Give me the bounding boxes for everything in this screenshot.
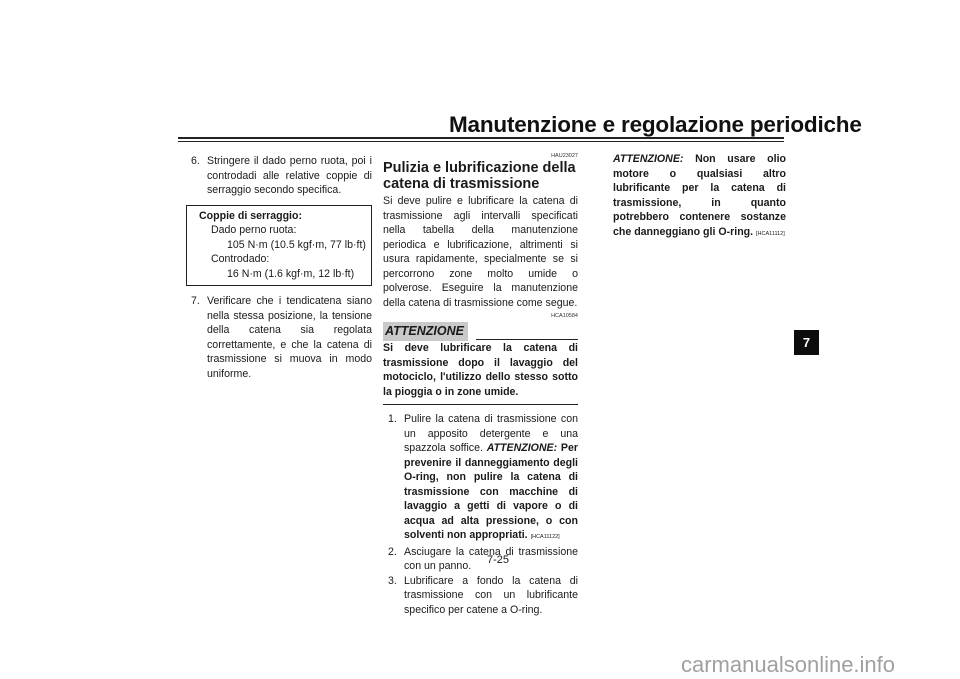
spec-label: Coppie di serraggio: xyxy=(199,209,303,222)
spec-item-name: Controdado: xyxy=(211,253,270,265)
warning-text: Non usare olio motore o qualsiasi altro lubrificante per la catena di trasmissione, in quanto potrebbero contenere sostanze che danneggiano gli O-ring. xyxy=(613,153,787,238)
section-intro: Si deve pulire e lubrificare la catena di trasmissione agli intervalli specificati nella tabella della manutenzione periodica e lubrificazione, altrimenti si usura rapidamente, specialmente se si percorrono zone molto umide o polverose. Eseguire la manutenzione della catena di trasmissione come segue. xyxy=(383,195,578,309)
warning-label: ATTENZIONE: xyxy=(613,153,684,165)
spec-item-value: 105 N·m (10.5 kgf·m, 77 lb·ft) xyxy=(227,238,366,251)
caution-code: HCA10584 xyxy=(551,313,578,319)
step-number: 3. xyxy=(388,574,397,587)
spec-item-name: Dado perno ruota: xyxy=(211,224,297,236)
step-number: 6. xyxy=(191,155,200,167)
step-number: 2. xyxy=(388,545,397,558)
caution-rule xyxy=(476,339,578,340)
step-1 xyxy=(383,412,578,545)
reference-code: [HCA11112] xyxy=(756,230,785,237)
step-6 xyxy=(186,154,372,198)
step-2 xyxy=(383,545,578,574)
step-text: Stringere il dado perno ruota, poi i controdadi alle relative coppie di serraggio secondo specifica. xyxy=(207,155,372,196)
middle-column xyxy=(383,152,578,617)
torque-spec-box xyxy=(186,205,372,287)
step-number: 7. xyxy=(191,295,200,307)
step-text: Verificare che i tendicatena siano nella stessa posizione, la tensione della catena sia regolata correttamente, e che la catena di trasmissione si muova in modo uniforme. xyxy=(207,295,372,380)
step-3 xyxy=(383,574,578,618)
step-text: Pulire la catena di trasmissione con un apposito detergente e una spazzola soffice. xyxy=(404,413,578,454)
warning-text: Per prevenire il danneggiamento degli O-ring, non pulire la catena di trasmissione con macchine di lavaggio a getti di vapore o di acqua ad alta pressione, o con solventi non appropriati. xyxy=(404,442,578,541)
chapter-tab[interactable]: 7 xyxy=(794,330,819,355)
spec-item-value: 16 N·m (1.6 kgf·m, 12 lb·ft) xyxy=(227,267,355,280)
warning-paragraph xyxy=(613,152,786,241)
page-title: Manutenzione e regolazione periodiche xyxy=(449,112,862,137)
section-code: HAU23027 xyxy=(551,153,578,159)
warning-label: ATTENZIONE: xyxy=(486,442,558,454)
left-column xyxy=(186,154,372,381)
header-double-rule xyxy=(178,137,784,142)
caution-text: Si deve lubrificare la catena di trasmissione dopo il lavaggio del motociclo, l'utilizzo dello stesso sotto la pioggia o in zone umide. xyxy=(383,341,578,405)
reference-code: [HCA11122] xyxy=(530,534,560,540)
step-text: Lubrificare a fondo la catena di trasmissione con un lubrificante specifico per catene a O-ring. xyxy=(404,574,578,616)
caution-badge: ATTENZIONE xyxy=(383,322,468,341)
step-text: Asciugare la catena di trasmissione con un panno. xyxy=(404,545,578,572)
watermark: carmanualsonline.info xyxy=(681,652,896,677)
caution-header xyxy=(383,322,578,341)
step-number: 1. xyxy=(388,413,397,425)
right-column xyxy=(613,152,786,241)
step-7 xyxy=(186,294,372,381)
section-heading: Pulizia e lubrificazione della catena di trasmissione xyxy=(383,160,576,192)
page-number: 7-25 xyxy=(487,554,510,566)
